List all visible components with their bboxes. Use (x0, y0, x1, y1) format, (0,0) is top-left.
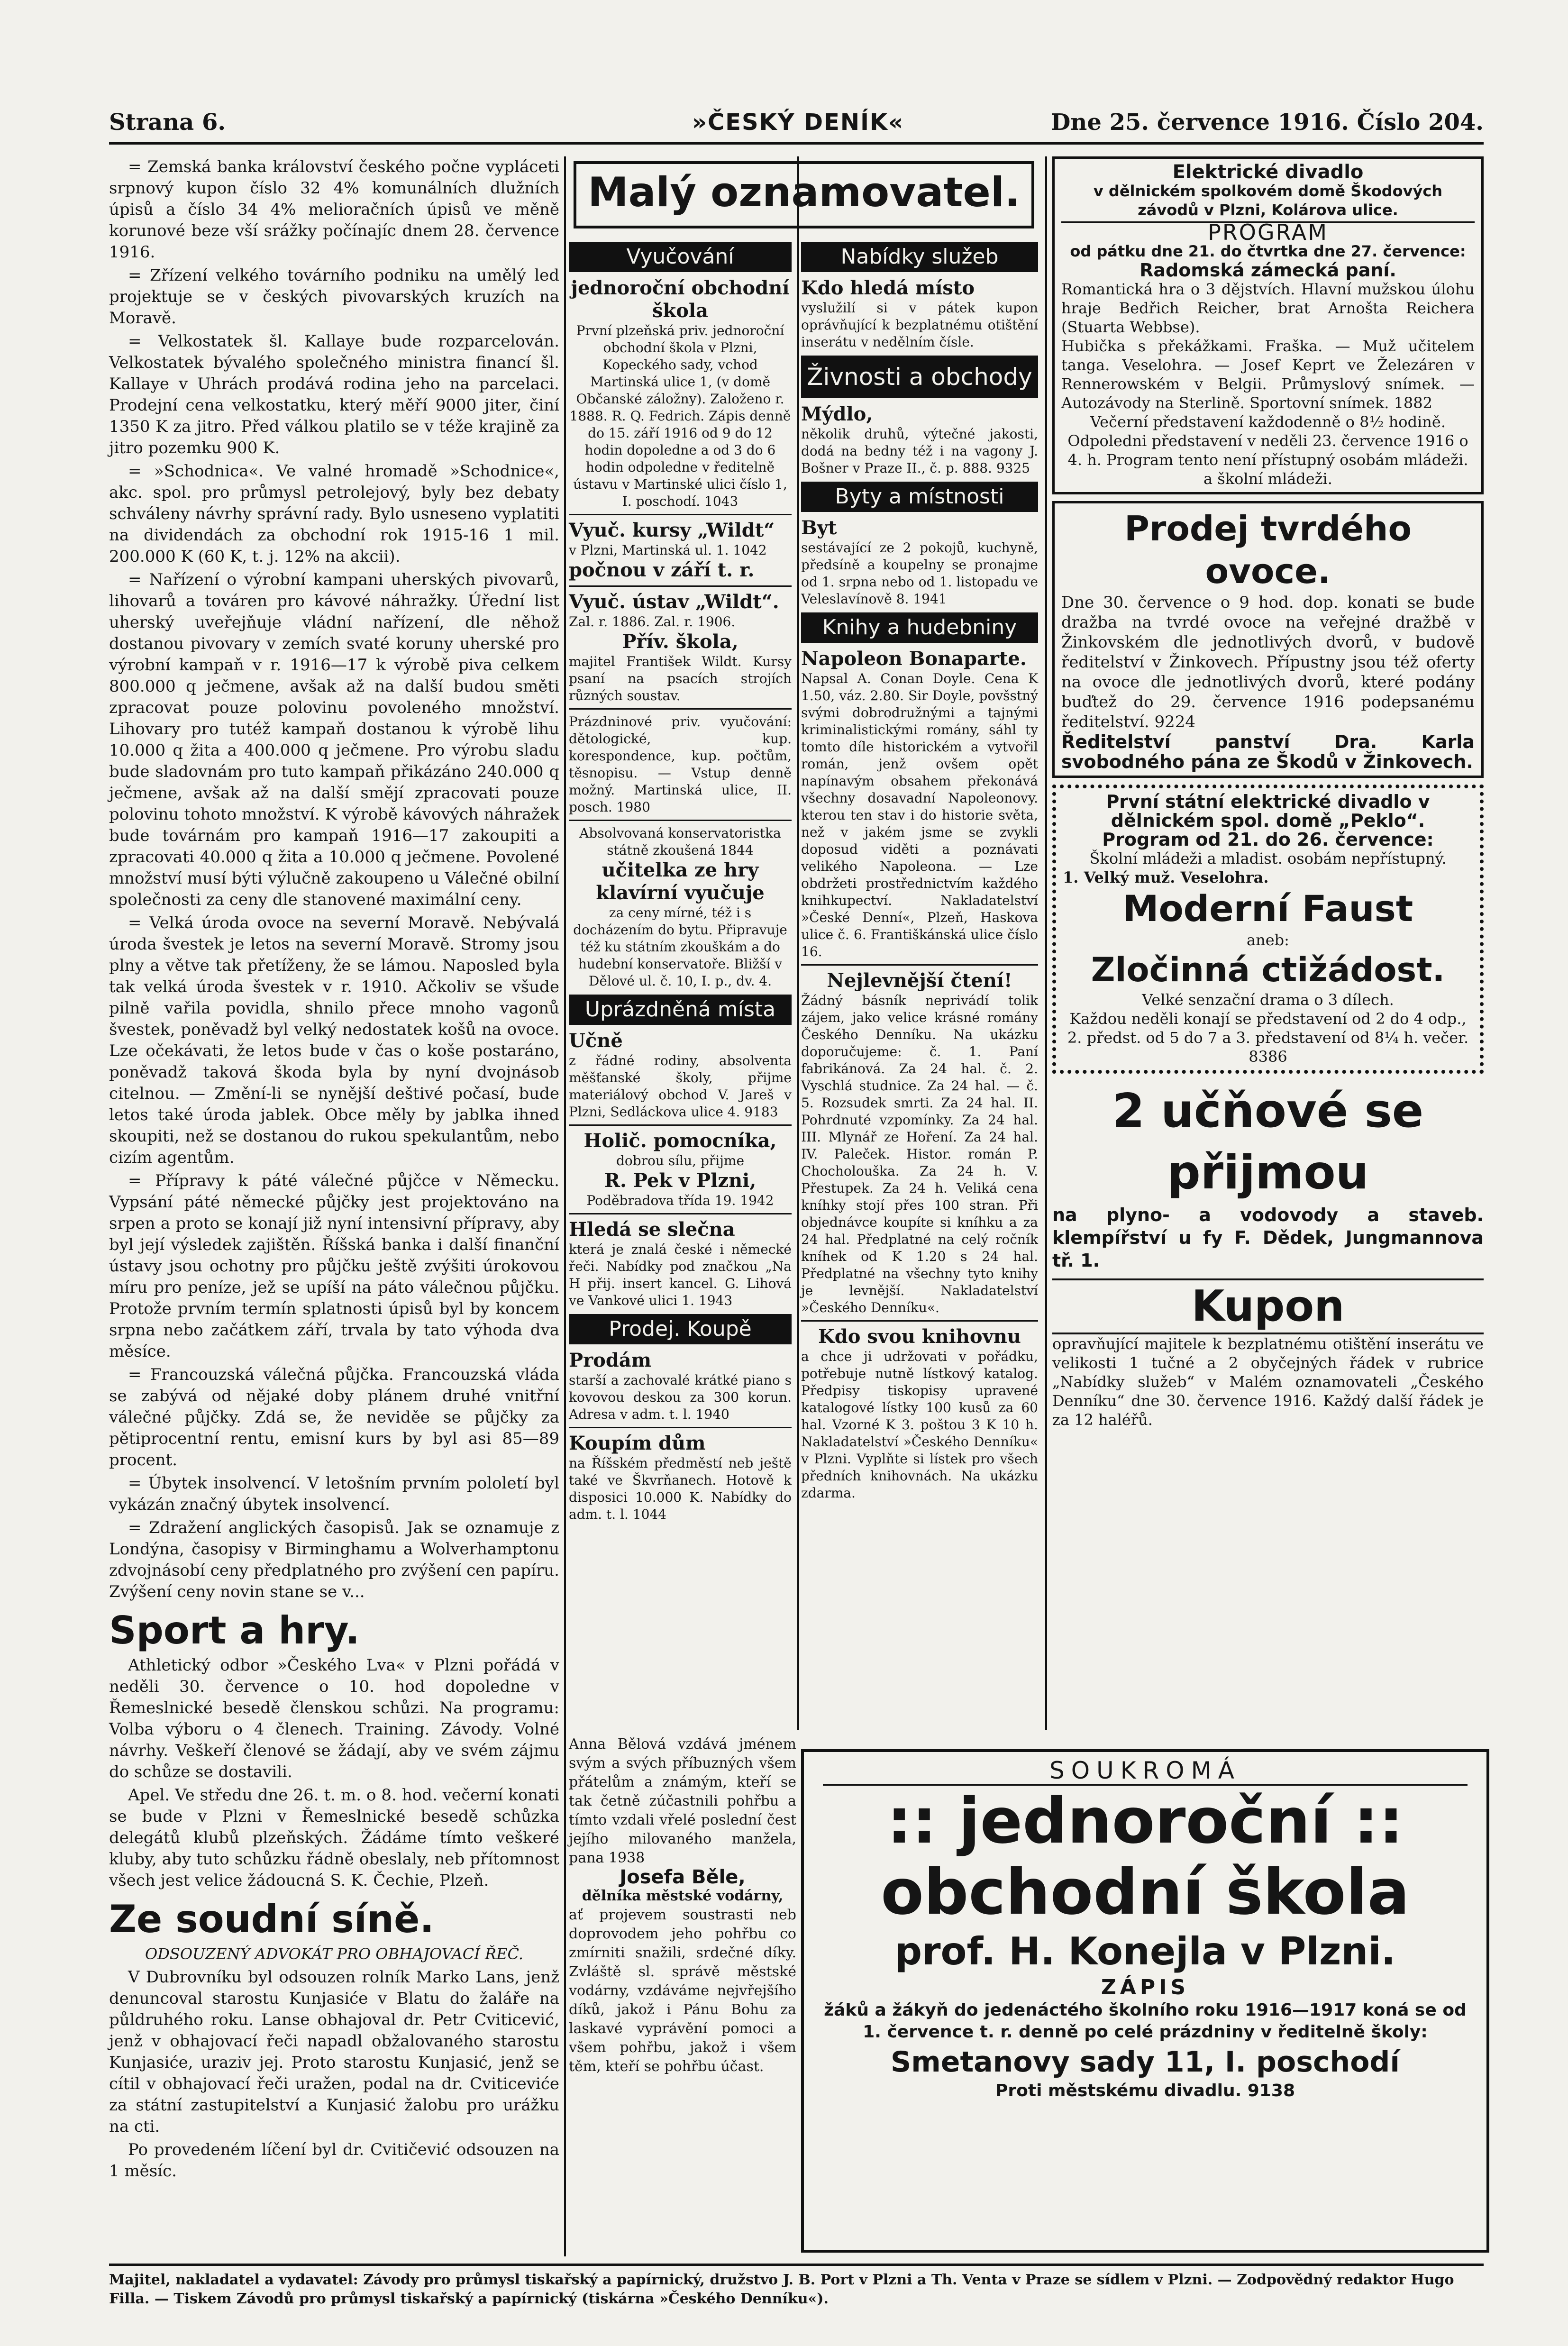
classified-ad (569, 1349, 792, 1423)
news-item: = Zřízení velkého továrního podniku na umělý led projektuje se v českých pivovarských kruzích na Moravě. (109, 266, 559, 328)
cinema-ad-peklo (1052, 785, 1484, 1074)
classified-ad (801, 517, 1038, 608)
classified-ad (569, 519, 792, 582)
ad-heading: Koupím dům (569, 1432, 706, 1454)
ad-text: na Říšském předměstí neb ještě také ve Škvrňanech. Hotově k disposici 10.000 K. Nabídky do adm. t. l. 1044 (569, 1455, 792, 1522)
sport-heading: Sport a hry. (109, 1608, 360, 1652)
section-heading: Byty a místnosti (801, 482, 1038, 512)
ad-text: vyslužilí si v pátek kupon oprávňující k bezplatnému otištění inserátu v nedělním čísle. (801, 300, 1038, 350)
cinema-location: v dělnickém spolkovém domě Škodových závodů v Plzni, Kolárova ulice. (1093, 182, 1443, 219)
classified-ad (569, 591, 792, 704)
divider (569, 1124, 792, 1126)
sale-title: Prodej tvrdého ovoce. (1124, 509, 1412, 591)
coupon-text: opravňující majitele k bezplatnému otištění inserátu ve velikosti 1 tučné a 2 obyčejných řádek v rubrice „Nabídky služeb“ v Malém oznamovateli „Českého Denníku“ dne 30. července 1916. Každý další řádek je za 12 haléřů. (1052, 1335, 1484, 1429)
showtimes: Každou neděli konají se představení od 2 do 4 odp., 2. předst. od 5 do 7 a 3. představení od 8¼ h. večer. 8386 (1067, 1010, 1469, 1066)
program-heading: PROGRAM (1061, 221, 1475, 242)
sport-item: Apel. Ve středu dne 26. t. m. o 8. hod. večerní konati se bude v Plzni v Řemeslnické besedě schůzka delegátů klubů plzeňských. Žádáme tímto veškeré kluby, aby tuto schůzku řádně obeslaly, neb přítomnost všech jest velice žádoucná S. K. Čechie, Plzeň. (109, 1786, 559, 1890)
section-heading: Uprázdněná místa (569, 995, 792, 1025)
ad-text: majitel František Wildt. Kursy psaní na psacích strojích různých soustav. (569, 654, 792, 703)
film-description: Romantická hra o 3 dějstvích. Hlavní mužskou úlohu hraje Bedřich Reicher, brat Arnošta Reichera (Stuarta Webbse). (1061, 280, 1475, 336)
classifieds-column-left (569, 237, 792, 1526)
news-item: = Velká úroda ovoce na severní Moravě. Nebývalá úroda švestek je letos na severní Moravě. Stromy jsou plny a větve tak přetíženy, že se lámou. Naposled byla tak velká úroda švestek v r. 1910. Ačkoliv se všude pilně vařila povidla, shnilo přece mnoho vagonů švestek, poněvadž byl velký nedostatek košů na ovoce. Lze očekávati, že letos bude v čas o koše postaráno, poněvadž taková škoda byla by nyní dvojnásob citelnou. — Změní-li se nynější deštivé počasí, bude letos také úroda jablek. Obce měly by jablka ihned skoupiti, než se dostanou do rukou spekulantům, nebo cizím agentům. (109, 913, 559, 1167)
court-heading: Ze soudní síně. (109, 1897, 434, 1941)
coupon-ad (1052, 1278, 1484, 1429)
ad-heading: Přív. škola, (622, 630, 738, 653)
sale-signature: Ředitelství panství Dra. Karla svobodného pána ze Škodů v Žinkovech. (1061, 731, 1475, 772)
ad-heading: Vyuč. ústav „Wildt“. (569, 591, 779, 613)
news-item: = Nařízení o výrobní kampani uherských pivovarů, lihovarů a továren pro kávové náhražky. Úřední list uherský uveřejňuje vládní nařízení, dle něhož dostanou pivovary v zemích svaté koruny uherské pro výrobní kampaň v r. 1916—17 k výrobě piva celkem 800.000 q ječmene, avšak až na další budou směti zpracovat pouze polovinu povoleného množství. Lihovary pro tutéž kampaň dostanou k výrobě lihu 10.000 q žita a 400.000 q ječmene. Pro výrobu sladu bude sladovnám pro tuto kampaň přikázáno 240.000 q ječmene, avšak až na další smějí zpracovati pouze polovinu tohoto množství. K výrobě kávových náhražek bude továrnám pro kampaň 1916—17 zakoupiti a zpracovati 40.000 q žita a 10.000 q ječmene. Povolené množství musí býti výlučně zakoupeno u Válečné obilní společnosti za ceny dle stanovené maximální ceny. (109, 570, 559, 909)
classified-ad: Prázdninové priv. vyučování: dětologické, kup. korespondence, kup. počtům, těsnopisu. — Vstup denně možný. Martinská ulice, II. posch. 1980 (569, 714, 792, 815)
divider (569, 585, 792, 587)
ad-heading: Kdo hledá místo (801, 277, 975, 299)
header-rule (109, 142, 1484, 145)
program-dates: Program od 21. do 26. července: (1102, 829, 1434, 850)
ad-heading: Vyuč. kursy „Wildt“ (569, 519, 775, 541)
ad-text: několik druhů, výtečné jakosti, dodá na bedny též i na vagony J. Bošner v Praze II., č. p. 888. 9325 (801, 426, 1038, 476)
obituary-text: Anna Bělová vzdává jménem svým a svých příbuzných všem přátelům a známým, kteří se tak četně zúčastnili pohřbu a tímto vzdali vřelé poslední čest jejího milovaného manžela, pana 1938 (569, 1736, 796, 1866)
cinema-title: První státní elektrické divadlo v dělnickém spol. domě „Peklo“. (1106, 791, 1430, 831)
ad-heading: R. Pek v Plzni, (604, 1169, 757, 1192)
news-item: = Francouzská válečná půjčka. Francouzská vláda se zabývá od nějaké doby plánem druhé vnitřní válečné půjčky. Zdá se, že neviděe se půjčky za pětiprocentní rentu, emisní kurs by byl asi 85—89 procent. (109, 1365, 559, 1470)
court-subheading: ODSOUZENÝ ADVOKÁT PRO OBHAJOVACÍ ŘEČ. (145, 1945, 523, 1963)
ad-text: dobrou sílu, přijme (616, 1153, 745, 1168)
classified-ad (569, 1030, 792, 1121)
school-ad-line: obchodní škola (881, 1856, 1410, 1929)
film-title: Zločinná ctižádost. (1091, 950, 1445, 989)
section-heading: Živnosti a obchody (801, 356, 1038, 398)
film-description: Hubička s překážkami. Fraška. — Muž učitelem tanga. Veselohra. — Josef Keprt ve Železáren v Rennerowském v Belgii. Průmyslový snímek. — Autozávody na Sterlině. Sportovní snímek. 1882 (1061, 337, 1475, 412)
court-item: V Dubrovníku byl odsouzen rolník Marko Lans, jenž denuncoval starostu Kunjasiće v Blatu do žaláře na půldruhého roku. Lanse obhajoval dr. Petr Cviticević, jenž v obhajovací řeči napadl obžalovaného starostu Kunjasiće, uraziv jej. Proto starostu Kunjasić, jenž se cítil v obhajovací řeči uražen, podal na dr. Cviticeviće za státní zastupitelství a Kunjasić žalobu pro urážku na cti. (109, 1968, 559, 2136)
news-item: = Úbytek insolvencí. V letošním prvním pololetí byl vykázán značný úbytek insolvencí. (109, 1474, 559, 1514)
divider (801, 964, 1038, 966)
news-item: = Zdražení anglických časopisů. Jak se oznamuje z Londýna, časopisy v Birminghamu a Wolverhamptonu zdvojnásobí ceny předplatného pro zvýšení cen papíru. Zvýšení ceny novin stane se v... (109, 1518, 559, 1601)
classified-ad (801, 969, 1038, 1316)
news-item: = Zemská banka království českého počne vypláceti srpnový kupon číslo 32 4% komunálních dlužních úpisů a číslo 34 4% melioračních úpisů ve měně korunové beze vší srážky počínajíc dnem 28. července 1916. (109, 157, 559, 262)
sport-item: Athletický odbor »Českého Lva« v Plzni pořádá v neděli 30. července o 10. hod dopoledne v Řemeslnické besedě členskou schůzi. Na programu: Volba výboru o 4 členech. Training. Závody. Volné návrhy. Veškeří členové se žádají, aby ve svém zájmu do schůze se dostavili. (109, 1656, 559, 1781)
issue-date: Dne 25. července 1916. Číslo 204. (1050, 109, 1484, 136)
ad-heading: Byt (801, 517, 837, 539)
school-ad (801, 1749, 1489, 2253)
film-title: Moderní Faust (1122, 887, 1413, 930)
coupon-title: Kupon (1052, 1278, 1484, 1334)
classified-ad (569, 1218, 792, 1309)
apprentice-ad (1052, 1080, 1484, 1272)
school-ad-text: žáků a žákyň do jedenáctého školního roku 1916—1917 koná se od 1. července t. r. denně po celé prázdniny v ředitelně školy: (824, 2000, 1467, 2042)
classified-ad (801, 277, 1038, 351)
ad-text: Žádný básník neprivádí tolik zájem, jako velice krásné romány Českého Denníku. Na ukázku doporučujeme: č. 1. Paní fabrikánová. Za 24 hal. č. 2. Vyschlá studnice. Za 24 hal. — č. 5. Rozsudek smrti. Za 24 hal. II. Pohrdnuté vzpomínky. Za 24 hal. III. Mlynář ze Hoření. Za 24 hal. IV. Paleček. Histor. román P. Chocholouška. Za 24 h. V. Přestupek. Za 24 h. Veliká cena kníhky stojí přes 100 stran. Při objednávce koupíte si kníhku a za 24 hal. Předplatné na celý ročník kníhek od K 1.20 s 24 hal. Předplatné na všechny tyto knihy je levnější. Nakladatelství »Českého Denníku«. (801, 993, 1038, 1315)
obituary-role: dělníka městské vodárny, (582, 1888, 784, 1904)
advert-column (1052, 156, 1484, 1429)
showtimes: Večerní představení každodenně o 8½ hodině. Odpoledni představení v neděli 23. července 1916 o 4. h. Program tento není přístupný osobám mládeži. a školní mládeži. (1067, 413, 1468, 488)
apprentice-text: na plyno- a vodovody a staveb. klempířství u fy F. Dědek, Jungmannova tř. 1. (1052, 1205, 1484, 1271)
divider (569, 820, 792, 821)
cinema-ad-skoda (1052, 156, 1484, 494)
ad-text: Poděbradova třída 19. 1942 (586, 1193, 774, 1208)
divider (569, 1427, 792, 1428)
ad-heading: učitelka ze hry klavírní vyučuje (596, 859, 765, 904)
page-header (109, 109, 1484, 142)
fruit-sale-ad (1052, 501, 1484, 778)
age-note: Školní mládeži a mladist. osobám nepřístupný. (1089, 849, 1447, 867)
ad-text: První plzeňská priv. jednoroční obchodní škola v Plzni, Kopeckého sady, vchod Martinská ulice 1, (v domě Občanské záložny). Založeno r. 1888. R. Q. Fedrich. Zápis denně do 15. září 1916 od 9 do 12 hodin dopoledne a od 3 do 6 hodin odpoledne v ředitelně ústavu v Martinské ulici číslo 1, I. poschodí. 1043 (569, 323, 791, 509)
cinema-title: Elektrické divadlo (1172, 161, 1364, 183)
ad-heading: jednoroční obchodní škola (571, 277, 790, 322)
obituary-text: ať projevem soustrasti neb doprovodem jeho pohřbu co zmírniti snažili, srdečné díky. Zvláště sl. správě městské vodárny, vzdáváme nejvřejšího díků, jakož i Pánu Bohu za laskavé vyprávění pomoci a všem pohřbu, jakož i všem těm, kteří se pohřbu účast. (569, 1907, 796, 2075)
ad-text: z řádné rodiny, absolventa měšťanské školy, přijme materiálový obchod V. Jareš v Plzni, Sedláckova ulice 4. 9183 (569, 1053, 792, 1120)
newspaper-title: »ČESKÝ DENÍK« (692, 109, 904, 136)
divider (569, 514, 792, 515)
obituary-name: Josefa Běle, (620, 1866, 746, 1888)
imprint-footer: Majitel, nakladatel a vydavatel: Závody pro průmysl tiskařský a papírnický, družstvo J. B. Port v Plzni a Th. Venta v Praze se sídlem v Plzni. — Zodpovědný redaktor Hugo Filla. — Tiskem Závodů pro průmysl tiskařský a papírnický (tiskárna »Českého Denníku«). (109, 2264, 1484, 2309)
classified-ad (569, 825, 792, 990)
ad-text: starší a zachovalé krátké piano s kovovou deskou za 300 korun. Adresa v adm. t. l. 1940 (569, 1372, 792, 1422)
ad-heading: Učně (569, 1030, 623, 1052)
classified-ad (569, 277, 792, 510)
column-divider (797, 156, 799, 1730)
divider (569, 708, 792, 710)
ad-text: Absolvovaná konservatoristka státně zkoušená 1844 (579, 825, 781, 858)
ad-heading: Mýdlo, (801, 403, 873, 425)
news-item: = »Schodnica«. Ve valné hromadě »Schodnice«, akc. spol. pro průmysl petrolejový, byly bez debaty schváleny návrhy správní rady. Bylo usneseno vyplatiti na dividendách za obchodní rok 1915-16 1 mil. 200.000 K (60 K, t. j. 12% na akcii). (109, 462, 559, 566)
ad-text: která je znalá české i německé řeči. Nabídky pod značkou „Na H přij. insert kancel. G. Lihová ve Vankové ulici 1. 1943 (569, 1241, 792, 1308)
film-description: Velké senzační drama o 3 dílech. (1142, 991, 1394, 1009)
divider (801, 1320, 1038, 1322)
obituary-notice (569, 1735, 796, 2076)
classifieds-title: Malý oznamovatel. (574, 161, 1034, 228)
ad-heading: Napoleon Bonaparte. (801, 648, 1027, 670)
ad-heading: Nejlevnější čtení! (827, 969, 1012, 992)
news-item: = Velkostatek šl. Kallaye bude rozparcelován. Velkostatek bývalého společného ministra financí šl. Kallaye v Uhrách prodává rodina jeho na parcelaci. Prodejní cena velkostatku, který měří 9000 jiter, činí 1350 K za jitro. Před válkou platilo se v téže krajině za jitro pozemku 900 K. (109, 332, 559, 457)
school-ad-zapis: ZÁPIS (1101, 1975, 1190, 1999)
column-divider (1045, 156, 1047, 1730)
film-title: Radomská zámecká paní. (1140, 260, 1396, 281)
column-divider (564, 156, 566, 2256)
news-column (109, 156, 559, 2184)
court-item: Po provedeném líčení byl dr. Cvitičević odsouzen na 1 měsíc. (109, 2140, 559, 2181)
program-dates: od pátku dne 21. do čtvrtka dne 27. července: (1070, 242, 1466, 260)
ad-text: a chce ji udržovati v pořádku, potřebuje nutně lístkový katalog. Předpisy tiskopisy upravené katalogové lístky 100 kusů za 60 hal. Vzorné K 3. poštou 3 K 10 h. Nakladatelství »Českého Denníku« v Plzni. Vyplňte si lístek pro všech předních knihovnách. Na ukázku zdarma. (801, 1349, 1038, 1501)
film-aneb: aneb: (1247, 931, 1289, 949)
classified-ad (801, 403, 1038, 477)
ad-heading: počnou v září t. r. (569, 559, 755, 581)
apprentice-title: 2 učňové se přijmou (1112, 1084, 1424, 1200)
ad-text: sestávající ze 2 pokojů, kuchyně, předsíně a koupelny se pronajme od 1. srpna nebo od 1. listopadu ve Veleslavínově 8. 1941 (801, 540, 1038, 607)
section-heading: Prodej. Koupě (569, 1314, 792, 1344)
school-ad-owner: prof. H. Konejla v Plzni. (894, 1929, 1396, 1973)
ad-heading: Holič. pomocníka, (583, 1130, 777, 1152)
section-heading: Vyučování (569, 242, 792, 272)
divider (569, 1213, 792, 1214)
classified-ad (569, 1130, 792, 1209)
page-number: Strana 6. (109, 109, 226, 136)
school-ad-address: Smetanovy sady 11, I. poschodí (891, 2045, 1400, 2079)
classified-ad (801, 648, 1038, 960)
school-ad-note: Proti městskému divadlu. 9138 (995, 2081, 1295, 2100)
ad-text: za ceny mírné, též i s docházením do bytu. Připravuje též ku státním zkouškám a do hudební konservatoře. Bližší v Dělové ul. č. 10, I. p., dv. 4. (573, 905, 787, 989)
ad-heading: Kdo svou knihovnu (818, 1325, 1021, 1348)
ad-text: Zal. r. 1886. Zal. r. 1906. (569, 614, 736, 630)
ad-text: v Plzni, Martinská ul. 1. 1042 (569, 542, 767, 558)
section-heading: Knihy a hudebniny (801, 612, 1038, 643)
ad-heading: Prodám (569, 1349, 652, 1371)
classified-ad (569, 1432, 792, 1523)
classified-ad (801, 1325, 1038, 1502)
school-ad-top: SOUKROMÁ (823, 1757, 1468, 1786)
ad-heading: Hledá se slečna (569, 1218, 735, 1241)
film-title: 1. Velký muž. Veselohra. (1063, 868, 1269, 886)
ad-text: Napsal A. Conan Doyle. Cena K 1.50, váz. 2.80. Sir Doyle, povšstný svými dobrodružnými a tajnými kriminalistickými romány, sáhl ty tomto díle historickém a vytvořil román, jenž ovšem opět napínavým obsahem překonává všechny dosavadní Napoleonovy. kterou ten stav i do historie světa, než v jakém jsme se zvykli doposud viděti a poznávati velikého Napoleona. — Lze obdržeti prostřednictvím každého knihkupectví. Nakladatelství »České Denní«, Plzeň, Haskova ulice č. 6. Františkánská ulice číslo 16. (801, 671, 1038, 959)
news-item: = Přípravy k páté válečné půjčce v Německu. Vypsání páté německé půjčky jest projektováno na srpen a proto se konají již nyní intensivní přípravy, aby byl její výsledek zajištěn. Říšská banka i další finanční ústavy jsou ochotny pro půjčku ještě zvýšiti úrokovou míru pro peníze, jež se upíší na páto válečnou půjčku. Protože prvním termín splatnosti úpisů byl by koncem srpna nebo začátkem září, trvala by tato výhoda dva měsíce. (109, 1171, 559, 1361)
classifieds-column-right (801, 237, 1038, 1505)
sale-text: Dne 30. července o 9 hod. dop. konati se bude dražba na tvrdé ovoce na veřejné dražbě v Žinkovském dle jednotlivých dvorů, v budově ředitelství v Žinkovech. Přípustny jsou též oferty na ovoce dle jednotlivých dvorů, které podány buďtež do 29. července 1916 podepsanému ředitelství. 9224 (1061, 593, 1475, 731)
school-ad-line: :: jednoroční :: (886, 1785, 1404, 1858)
section-heading: Nabídky služeb (801, 242, 1038, 272)
